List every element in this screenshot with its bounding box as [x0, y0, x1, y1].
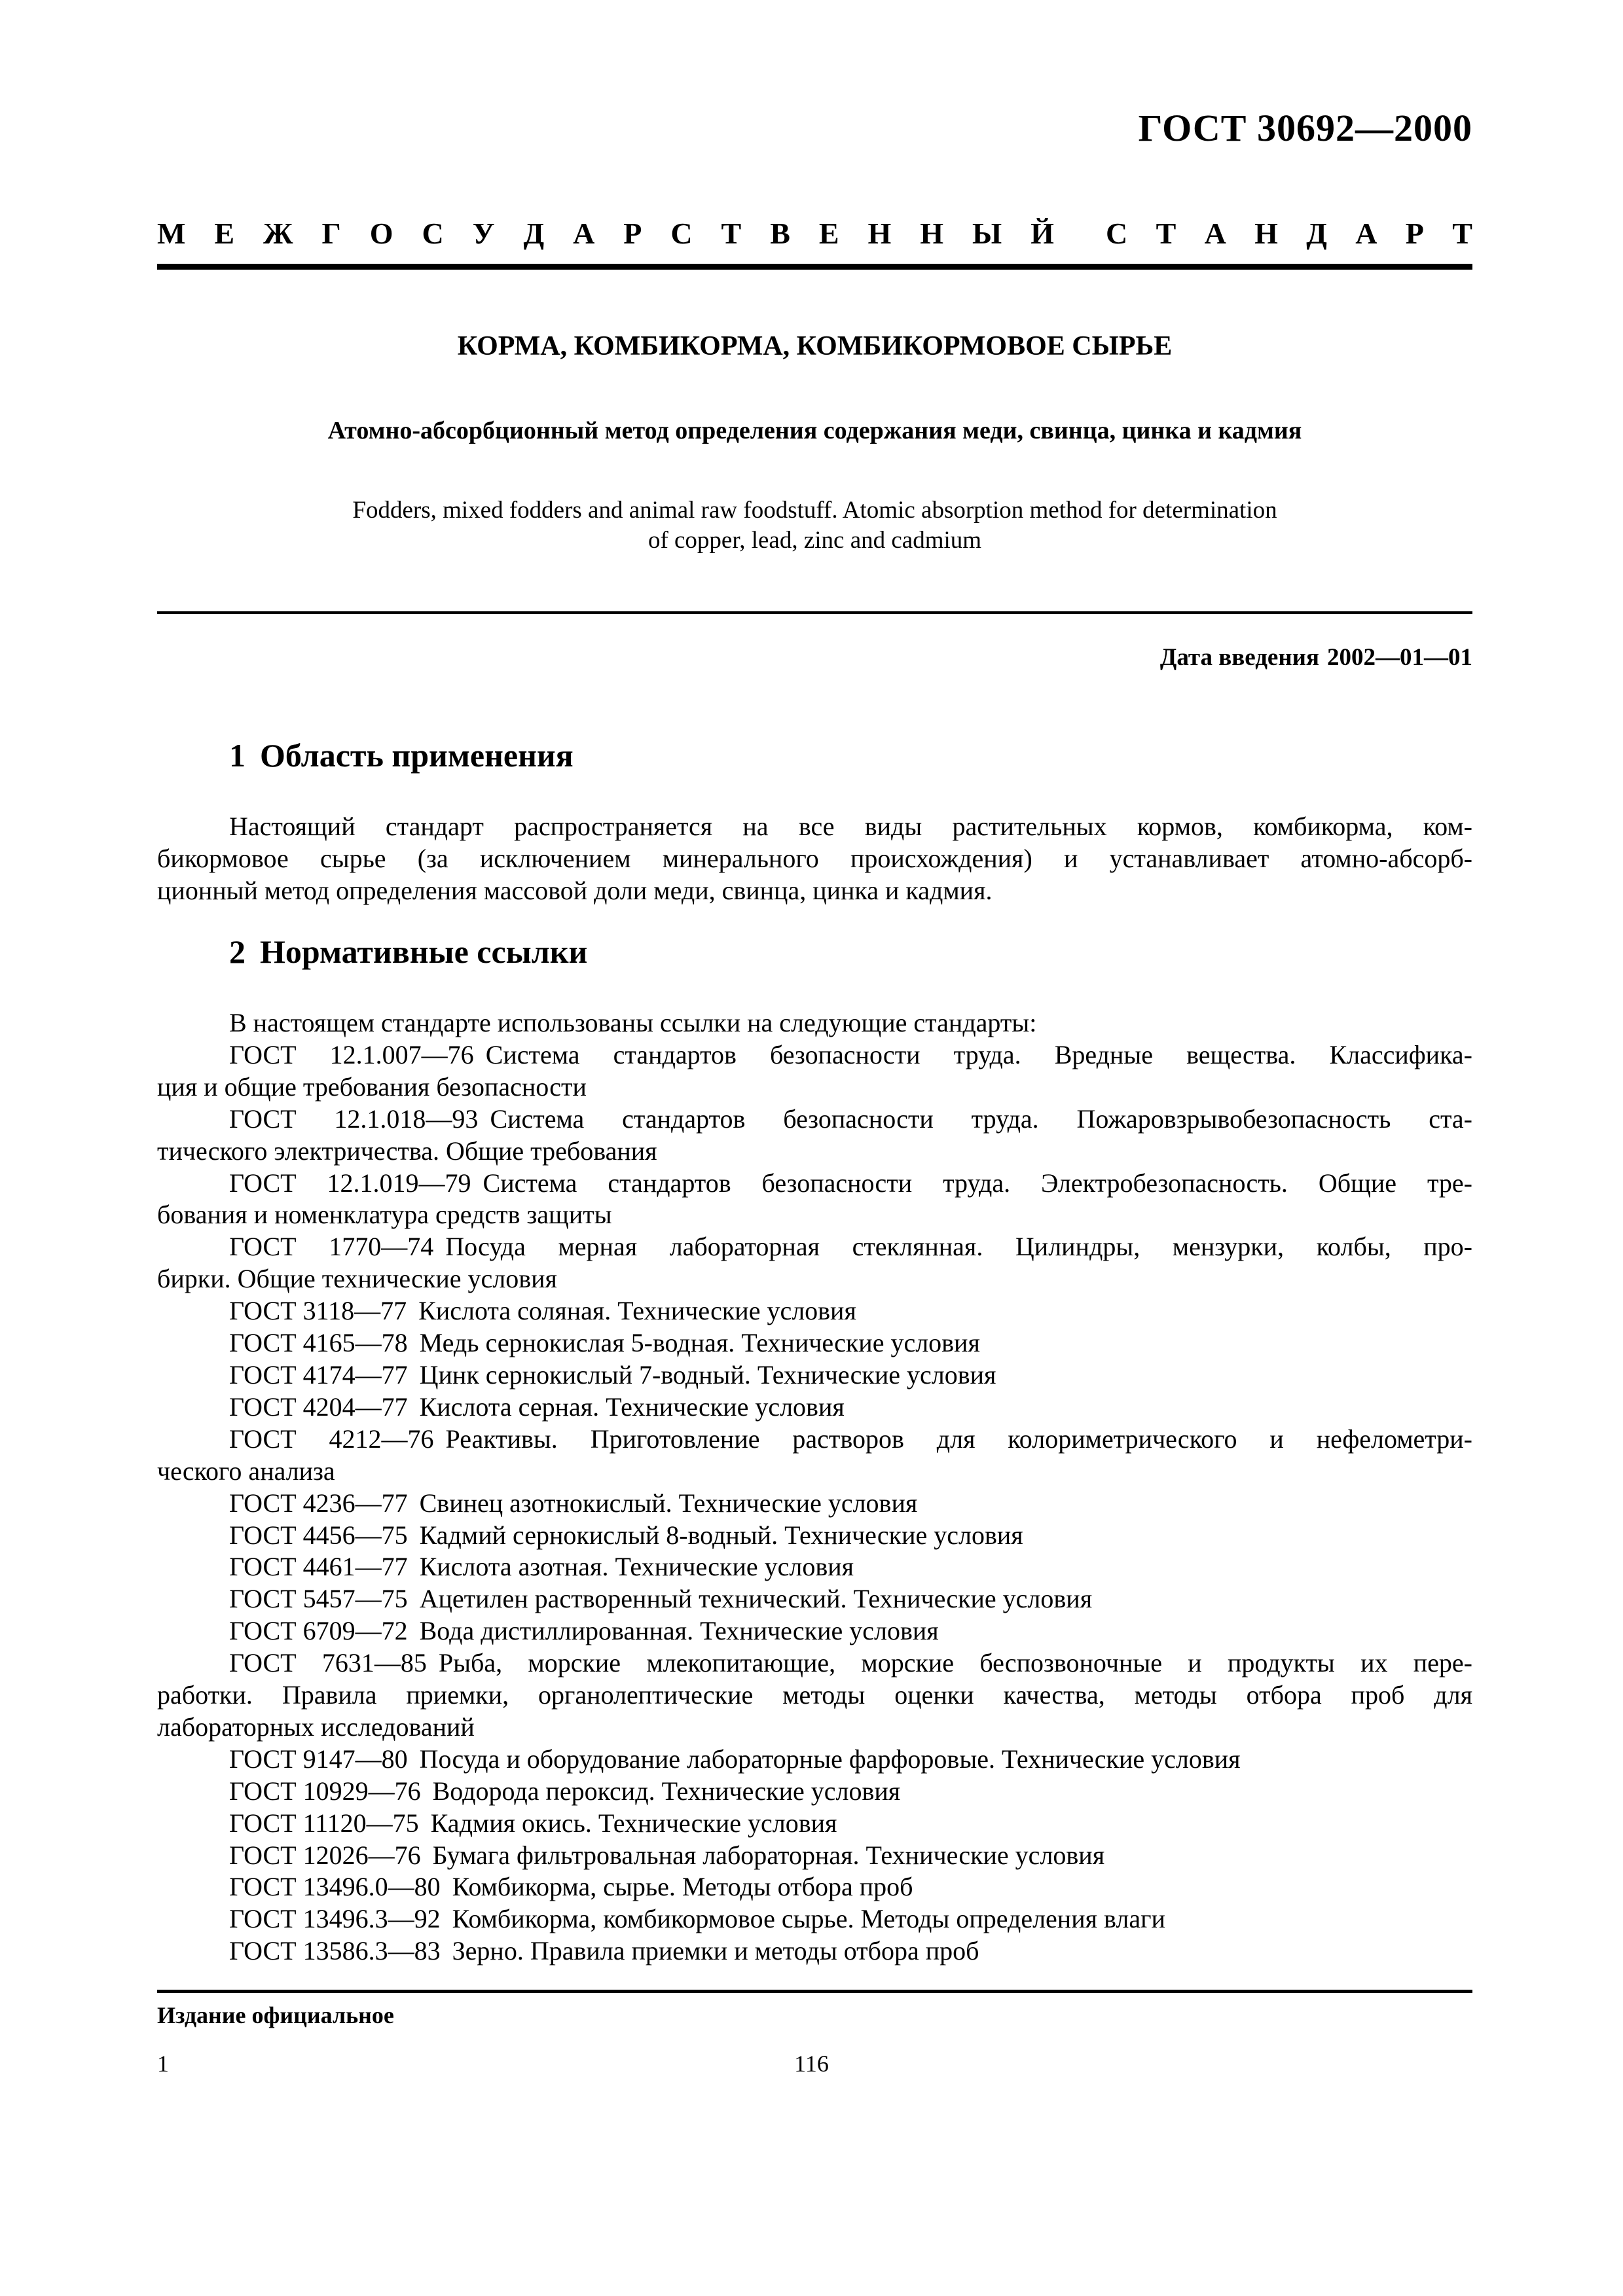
- page-number: 116: [794, 2051, 829, 2077]
- reference-item: [157, 1935, 1472, 1967]
- reference-code: ГОСТ 4204—77: [229, 1391, 408, 1422]
- reference-item: [157, 1488, 1472, 1520]
- reference-code: ГОСТ 13586.3—83: [229, 1936, 441, 1966]
- reference-line: [157, 1424, 1472, 1456]
- reference-continuation: работки. Правила приемки, органолептические методы оценки качества, методы отбора проб для: [157, 1680, 1472, 1710]
- reference-line: [157, 1039, 1472, 1071]
- section-2-heading: [229, 933, 587, 971]
- reference-title: Водорода пероксид. Технические условия: [432, 1776, 901, 1806]
- reference-item: [157, 1168, 1472, 1232]
- paragraph-line: бикормовое сырье (за исключением минерального происхождения) и устанавливает атомно-абсорб-: [157, 844, 1472, 873]
- reference-continuation: ция и общие требования безопасности: [157, 1071, 587, 1102]
- reference-item: [157, 1327, 1472, 1359]
- reference-item: [157, 1359, 1472, 1391]
- document-title: КОРМА, КОМБИКОРМА, КОМБИКОРМОВОЕ СЫРЬЕ: [457, 331, 1173, 361]
- reference-item: [157, 1520, 1472, 1552]
- reference-line: [157, 1935, 1472, 1967]
- reference-title: Медь сернокислая 5-водная. Технические условия: [419, 1328, 980, 1358]
- standard-word: С Т А Н Д А Р Т: [1106, 217, 1472, 250]
- reference-code: ГОСТ 9147—80: [229, 1744, 408, 1774]
- reference-code: ГОСТ 12.1.007—76: [229, 1039, 474, 1069]
- reference-title: Реактивы. Приготовление растворов для колориметрического и нефелометри-: [445, 1424, 1472, 1454]
- reference-title: Цинк сернокислый 7-водный. Технические условия: [419, 1359, 996, 1390]
- reference-code: ГОСТ 4174—77: [229, 1359, 408, 1390]
- reference-code: ГОСТ 13496.3—92: [229, 1904, 441, 1934]
- title-divider: [157, 611, 1472, 614]
- reference-code: ГОСТ 11120—75: [229, 1808, 419, 1838]
- reference-title: Система стандартов безопасности труда. Электробезопасность. Общие тре-: [483, 1168, 1472, 1198]
- reference-line: [157, 1840, 1472, 1872]
- reference-item: [157, 1231, 1472, 1295]
- section-title: Нормативные ссылки: [260, 933, 588, 970]
- reference-title: Посуда мерная лабораторная стеклянная. Цилиндры, мензурки, колбы, про-: [445, 1232, 1472, 1262]
- reference-code: ГОСТ 13496.0—80: [229, 1872, 441, 1902]
- header-divider: [157, 264, 1472, 270]
- reference-title: Посуда и оборудование лабораторные фарфоровые. Технические условия: [419, 1744, 1241, 1774]
- reference-line: [157, 1295, 1472, 1327]
- reference-title: Зерно. Правила приемки и методы отбора проб: [452, 1936, 979, 1966]
- reference-line: [157, 1551, 1472, 1583]
- reference-line: [157, 1391, 1472, 1424]
- reference-title: Комбикорма, комбикормовое сырье. Методы определения влаги: [452, 1904, 1165, 1934]
- reference-code: ГОСТ 10929—76: [229, 1776, 421, 1806]
- reference-title: Кислота серная. Технические условия: [419, 1391, 845, 1422]
- reference-item: [157, 1391, 1472, 1424]
- reference-title: Система стандартов безопасности труда. Вредные вещества. Классифика-: [485, 1039, 1472, 1069]
- reference-continuation: бирки. Общие технические условия: [157, 1264, 557, 1294]
- introduction-date-value: 2002—01—01: [1327, 644, 1472, 671]
- reference-line: [157, 1359, 1472, 1391]
- reference-item: [157, 1744, 1472, 1776]
- reference-code: ГОСТ 4165—78: [229, 1328, 408, 1358]
- introduction-date-label: Дата введения: [1159, 644, 1319, 671]
- reference-code: ГОСТ 12.1.019—79: [229, 1168, 471, 1198]
- reference-code: ГОСТ 5457—75: [229, 1584, 408, 1614]
- reference-title: Рыба, морские млекопитающие, морские беспозвоночные и продукты их пере-: [438, 1648, 1472, 1678]
- reference-line: [157, 1488, 1472, 1520]
- reference-item: [157, 1583, 1472, 1615]
- reference-line: [157, 1903, 1472, 1935]
- reference-title: Система стандартов безопасности труда. Пожаровзрывобезопасность ста-: [490, 1103, 1472, 1134]
- footer-divider: [157, 1990, 1472, 1993]
- section-1-heading: [229, 736, 574, 774]
- introduction-date: [1160, 643, 1472, 672]
- reference-line: [157, 1327, 1472, 1359]
- section-title: Область применения: [260, 737, 574, 774]
- reference-line: [157, 1231, 1472, 1263]
- reference-line: [157, 1871, 1472, 1903]
- reference-title: Кислота азотная. Технические условия: [419, 1552, 854, 1582]
- reference-item: [157, 1776, 1472, 1808]
- reference-code: ГОСТ 6709—72: [229, 1616, 408, 1646]
- reference-line: [157, 1808, 1472, 1840]
- reference-item: [157, 1903, 1472, 1935]
- reference-continuation: лабораторных исследований: [157, 1712, 475, 1742]
- reference-continuation: ческого анализа: [157, 1456, 335, 1486]
- reference-code: ГОСТ 4456—75: [229, 1520, 408, 1550]
- standard-number: ГОСТ 30692—2000: [1138, 107, 1472, 149]
- section-number: 1: [229, 737, 246, 774]
- reference-code: ГОСТ 4461—77: [229, 1552, 408, 1582]
- reference-code: ГОСТ 3118—77: [229, 1296, 407, 1326]
- reference-item: [157, 1551, 1472, 1583]
- sheet-number: 1: [157, 2051, 169, 2077]
- reference-item: [157, 1424, 1472, 1488]
- reference-line: [157, 1776, 1472, 1808]
- reference-item: [157, 1615, 1472, 1647]
- reference-line: [157, 1583, 1472, 1615]
- paragraph-line: Настоящий стандарт распространяется на все виды растительных кормов, комбикорма, ком-: [229, 812, 1472, 841]
- reference-item: [157, 1103, 1472, 1168]
- reference-item: [157, 1840, 1472, 1872]
- reference-title: Ацетилен растворенный технический. Технические условия: [419, 1584, 1093, 1614]
- reference-continuation: бования и номенклатура средств защиты: [157, 1200, 612, 1230]
- english-title-line: of copper, lead, zinc and cadmium: [647, 527, 982, 554]
- reference-line: [157, 1744, 1472, 1776]
- reference-title: Кислота соляная. Технические условия: [418, 1296, 856, 1326]
- reference-line: [157, 1615, 1472, 1647]
- reference-code: ГОСТ 7631—85: [229, 1648, 427, 1678]
- reference-item: [157, 1039, 1472, 1103]
- reference-code: ГОСТ 1770—74: [229, 1232, 434, 1262]
- reference-line: [157, 1647, 1472, 1679]
- section-number: 2: [229, 933, 246, 970]
- reference-title: Кадмий сернокислый 8-водный. Технические условия: [419, 1520, 1023, 1550]
- reference-item: [157, 1295, 1472, 1327]
- reference-item: [157, 1871, 1472, 1903]
- document-subtitle: Атомно-абсорбционный метод определения содержания меди, свинца, цинка и кадмия: [327, 417, 1302, 444]
- reference-code: ГОСТ 4212—76: [229, 1424, 434, 1454]
- reference-title: Комбикорма, сырье. Методы отбора проб: [452, 1872, 913, 1902]
- english-title-line: Fodders, mixed fodders and animal raw foodstuff. Atomic absorption method for determination: [352, 497, 1277, 524]
- reference-line: [157, 1520, 1472, 1552]
- reference-code: ГОСТ 12026—76: [229, 1840, 421, 1870]
- reference-title: Бумага фильтровальная лабораторная. Технические условия: [432, 1840, 1105, 1870]
- reference-line: [157, 1168, 1472, 1200]
- interstate-word: М Е Ж Г О С У Д А Р С Т В Е Н Н Ы Й: [157, 217, 1054, 250]
- reference-title: Вода дистиллированная. Технические условия: [419, 1616, 939, 1646]
- reference-title: Кадмия окись. Технические условия: [430, 1808, 837, 1838]
- reference-item: [157, 1808, 1472, 1840]
- english-title: [157, 495, 1472, 556]
- reference-title: Свинец азотнокислый. Технические условия: [419, 1488, 918, 1518]
- reference-item: [157, 1647, 1472, 1744]
- reference-code: ГОСТ 4236—77: [229, 1488, 408, 1518]
- reference-line: [157, 1103, 1472, 1136]
- edition-label: Издание официальное: [157, 2002, 394, 2028]
- reference-code: ГОСТ 12.1.018—93: [229, 1103, 479, 1134]
- interstate-standard-banner: [157, 216, 1472, 251]
- references-lead: В настоящем стандарте использованы ссылки на следующие стандарты:: [229, 1008, 1037, 1037]
- reference-continuation: тического электричества. Общие требования: [157, 1136, 657, 1166]
- normative-references: [157, 1007, 1472, 1967]
- paragraph-line: ционный метод определения массовой доли меди, свинца, цинка и кадмия.: [157, 876, 993, 905]
- section-1-paragraph: [157, 810, 1472, 906]
